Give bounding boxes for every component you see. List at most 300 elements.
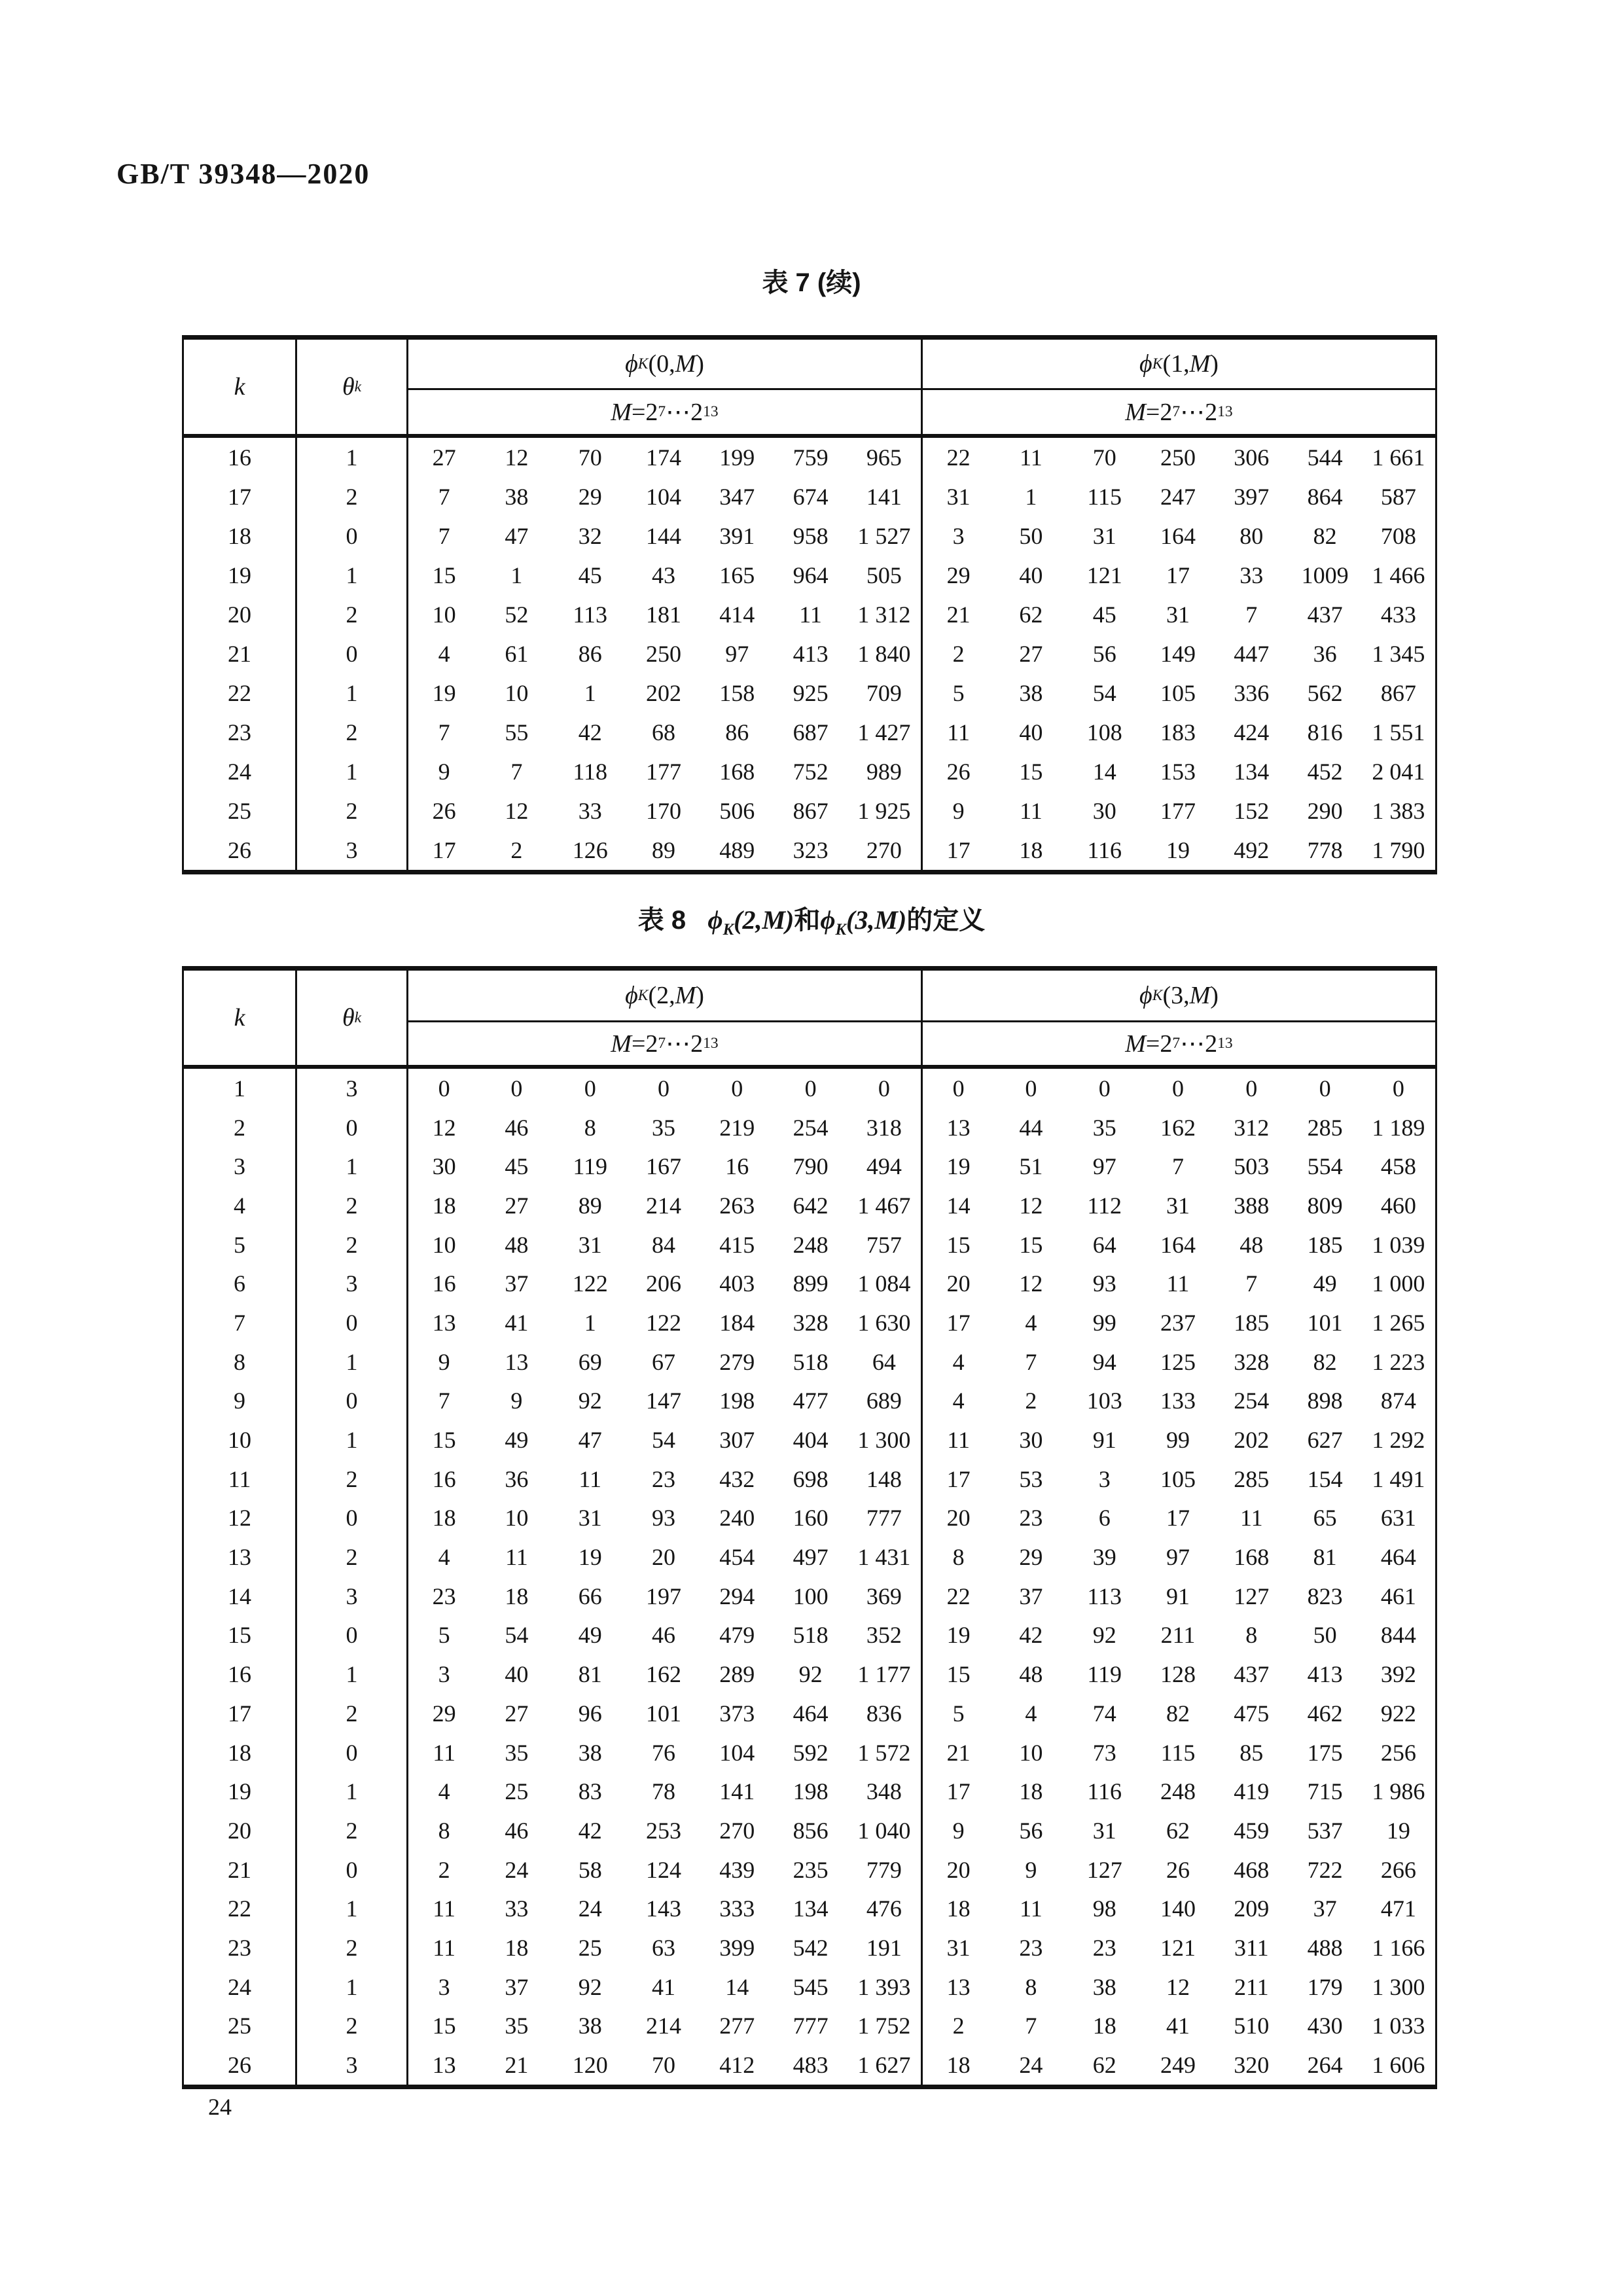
table-cell: 36 <box>1313 641 1337 667</box>
table-cell: 149 <box>1160 641 1196 667</box>
table-cell: 21 <box>228 1856 251 1883</box>
table-cell: 0 <box>295 1733 406 1772</box>
table-cell: 17 <box>921 1460 994 1499</box>
table-cell: 1009 <box>1301 562 1349 588</box>
table-cell: 12 <box>505 798 529 824</box>
table-cell: 17 <box>1166 1505 1190 1532</box>
table-cell: 17 <box>921 1772 994 1811</box>
table-cell: 154 <box>1307 1465 1343 1492</box>
table-cell: 118 <box>573 759 608 785</box>
table8-col-phi2-header: ϕ K (2, M ) <box>406 971 921 1022</box>
table-cell: 320 <box>1234 2052 1270 2079</box>
table-cell: 19 <box>406 673 480 713</box>
table-cell: 392 <box>1380 1661 1416 1688</box>
table-cell: 0 <box>510 1075 523 1102</box>
table-cell: 30 <box>406 1147 480 1186</box>
table-cell: 29 <box>406 1694 480 1733</box>
table-cell: 24 <box>505 1856 529 1883</box>
table-cell: 899 <box>793 1270 829 1297</box>
table-cell: 2 <box>510 837 523 863</box>
table-cell: 254 <box>793 1114 829 1141</box>
table-cell: 162 <box>1160 1114 1196 1141</box>
table-cell: 122 <box>645 1309 681 1336</box>
table-cell: 809 <box>1307 1192 1343 1219</box>
table-cell: 141 <box>866 484 902 510</box>
table-cell: 12 <box>1166 1973 1190 2000</box>
table-cell: 587 <box>1380 484 1416 510</box>
table-cell: 214 <box>645 2013 681 2039</box>
table-cell: 31 <box>1166 601 1190 628</box>
table-cell: 37 <box>1019 1583 1043 1609</box>
table-cell: 11 <box>799 601 822 628</box>
table-cell: 439 <box>719 1856 755 1883</box>
table-cell: 17 <box>921 1303 994 1342</box>
table-cell: 104 <box>719 1739 755 1766</box>
table-cell: 7 <box>1245 601 1258 628</box>
table-cell: 29 <box>1019 1544 1043 1571</box>
table-cell: 50 <box>1019 523 1043 549</box>
table-cell: 23 <box>228 1934 251 1961</box>
table-cell: 0 <box>1392 1075 1404 1102</box>
table-cell: 18 <box>921 2045 994 2085</box>
table-cell: 92 <box>578 1973 602 2000</box>
table-cell: 18 <box>406 1499 480 1538</box>
table-cell: 415 <box>719 1231 755 1258</box>
table-cell: 1 084 <box>857 1270 911 1297</box>
table-cell: 503 <box>1234 1153 1270 1180</box>
table-cell: 19 <box>228 1778 251 1805</box>
table-cell: 318 <box>866 1114 902 1141</box>
table-cell: 537 <box>1307 1817 1343 1844</box>
table-cell: 237 <box>1160 1309 1196 1336</box>
table-cell: 11 <box>921 1420 994 1460</box>
table-cell: 0 <box>584 1075 596 1102</box>
table-cell: 476 <box>866 1895 902 1922</box>
table-cell: 175 <box>1307 1739 1343 1766</box>
table-cell: 0 <box>1319 1075 1331 1102</box>
table-cell: 10 <box>406 595 480 634</box>
table-cell: 0 <box>1025 1075 1037 1102</box>
document-number: GB/T 39348—2020 <box>116 158 370 190</box>
table-cell: 23 <box>406 1577 480 1616</box>
table-cell: 437 <box>1307 601 1343 628</box>
table-cell: 1 312 <box>857 601 911 628</box>
table-cell: 1 393 <box>857 1973 911 2000</box>
table-cell: 20 <box>651 1544 675 1571</box>
table-cell: 1 630 <box>857 1309 911 1336</box>
table-cell: 14 <box>921 1186 994 1225</box>
table-cell: 125 <box>1160 1348 1196 1375</box>
table-cell: 964 <box>793 562 829 588</box>
table-cell: 167 <box>645 1153 681 1180</box>
table-cell: 0 <box>731 1075 743 1102</box>
table-cell: 544 <box>1307 444 1343 471</box>
table-cell: 424 <box>1234 719 1270 745</box>
table-cell: 505 <box>866 562 902 588</box>
table-cell: 1 <box>295 1420 406 1460</box>
table7-col-theta-header: θ k <box>295 340 406 438</box>
table-cell: 31 <box>578 1231 602 1258</box>
table-cell: 253 <box>645 1817 681 1844</box>
table-cell: 1 000 <box>1372 1270 1425 1297</box>
table-cell: 13 <box>505 1348 529 1375</box>
table7-title <box>0 262 1623 299</box>
table-cell: 352 <box>866 1622 902 1649</box>
table-cell: 856 <box>793 1817 829 1844</box>
table-cell: 54 <box>1092 680 1116 706</box>
table-cell: 779 <box>866 1856 902 1883</box>
table-cell: 4 <box>1025 1309 1037 1336</box>
table-cell: 15 <box>1019 759 1043 785</box>
table-cell: 1 <box>295 673 406 713</box>
table-cell: 27 <box>505 1192 529 1219</box>
table-cell: 32 <box>578 523 602 549</box>
table-cell: 545 <box>793 1973 829 2000</box>
table-cell: 92 <box>798 1661 823 1688</box>
table-cell: 48 <box>1240 1231 1264 1258</box>
table-cell: 627 <box>1307 1427 1343 1454</box>
table-cell: 22 <box>921 1577 994 1616</box>
table-cell: 43 <box>651 562 675 588</box>
table-cell: 23 <box>1019 1505 1043 1532</box>
table-cell: 20 <box>921 1499 994 1538</box>
table-cell: 62 <box>1092 2052 1116 2079</box>
table-cell: 925 <box>793 680 829 706</box>
table-cell: 113 <box>573 601 608 628</box>
table-cell: 153 <box>1160 759 1196 785</box>
table-cell: 85 <box>1240 1739 1264 1766</box>
table-cell: 21 <box>228 641 251 667</box>
table-cell: 158 <box>719 680 755 706</box>
table-cell: 206 <box>645 1270 681 1297</box>
table-cell: 181 <box>645 601 681 628</box>
table-cell: 715 <box>1307 1778 1343 1805</box>
table-cell: 1 431 <box>857 1544 911 1571</box>
table-cell: 3 <box>295 1069 406 1108</box>
table-cell: 198 <box>793 1778 829 1805</box>
table-cell: 37 <box>505 1270 529 1297</box>
table-cell: 3 <box>921 516 994 556</box>
table-cell: 2 <box>295 713 406 752</box>
table-cell: 12 <box>505 444 529 471</box>
table-cell: 458 <box>1380 1153 1416 1180</box>
table-cell: 26 <box>921 752 994 791</box>
table-cell: 147 <box>645 1388 681 1414</box>
table-cell: 81 <box>1313 1544 1337 1571</box>
table-cell: 430 <box>1307 2013 1343 2039</box>
table-cell: 177 <box>645 759 681 785</box>
table-cell: 0 <box>878 1075 890 1102</box>
table-cell: 11 <box>505 1544 528 1571</box>
table-cell: 1 <box>584 1309 596 1336</box>
table-cell: 66 <box>578 1583 602 1609</box>
table-cell: 11 <box>406 1889 480 1928</box>
table-cell: 124 <box>645 1856 681 1883</box>
table-cell: 52 <box>505 601 529 628</box>
table-cell: 121 <box>1086 562 1122 588</box>
table-cell: 447 <box>1234 641 1270 667</box>
table-cell: 199 <box>719 444 755 471</box>
table-cell: 3 <box>406 1967 480 2007</box>
table-cell: 15 <box>228 1622 251 1649</box>
table-cell: 294 <box>719 1583 755 1609</box>
table-cell: 82 <box>1166 1700 1190 1727</box>
table-cell: 82 <box>1313 1348 1337 1375</box>
table-cell: 18 <box>505 1934 529 1961</box>
table-cell: 4 <box>921 1342 994 1382</box>
table-cell: 1 <box>295 438 406 477</box>
table-cell: 26 <box>228 837 251 863</box>
table-cell: 7 <box>406 713 480 752</box>
table-cell: 38 <box>578 1739 602 1766</box>
table-cell: 254 <box>1234 1388 1270 1414</box>
table-cell: 46 <box>505 1817 529 1844</box>
table-cell: 17 <box>921 831 994 870</box>
table-cell: 46 <box>505 1114 529 1141</box>
table-cell: 93 <box>1092 1270 1116 1297</box>
table-cell: 128 <box>1160 1661 1196 1688</box>
table-cell: 8 <box>921 1537 994 1577</box>
table-cell: 22 <box>228 1895 251 1922</box>
table-cell: 119 <box>1087 1661 1122 1688</box>
table-cell: 19 <box>1386 1817 1410 1844</box>
table-cell: 27 <box>1019 641 1043 667</box>
table-cell: 497 <box>793 1544 829 1571</box>
table-cell: 214 <box>645 1192 681 1219</box>
table-cell: 9 <box>406 1342 480 1382</box>
table-cell: 2 <box>295 1811 406 1850</box>
table-cell: 1 040 <box>857 1817 911 1844</box>
table-cell: 38 <box>1092 1973 1116 2000</box>
table-cell: 104 <box>645 484 681 510</box>
table-cell: 11 <box>1020 444 1043 471</box>
table-cell: 33 <box>1240 562 1264 588</box>
table-cell: 68 <box>651 719 675 745</box>
table-cell: 307 <box>719 1427 755 1454</box>
table7-title-text: 表 7 (续) <box>762 268 861 297</box>
table-cell: 1 177 <box>857 1661 911 1688</box>
table-cell: 306 <box>1234 444 1270 471</box>
table-cell: 54 <box>505 1622 529 1649</box>
table-cell: 1 627 <box>857 2052 911 2079</box>
table-cell: 22 <box>228 680 251 706</box>
table-cell: 24 <box>228 1973 251 2000</box>
table-cell: 8 <box>1245 1622 1258 1649</box>
table-cell: 1 345 <box>1372 641 1425 667</box>
table8-title-phi3: $\phi_K(3,M)$ <box>820 905 907 939</box>
table-cell: 101 <box>1307 1309 1343 1336</box>
table-cell: 162 <box>645 1661 681 1688</box>
table-cell: 25 <box>578 1934 602 1961</box>
table-cell: 437 <box>1234 1661 1270 1688</box>
table-cell: 10 <box>228 1427 251 1454</box>
table-cell: 759 <box>793 444 829 471</box>
table-cell: 49 <box>505 1427 529 1454</box>
table-cell: 29 <box>578 484 602 510</box>
table-cell: 65 <box>1313 1505 1337 1532</box>
table-cell: 0 <box>295 1499 406 1538</box>
table-cell: 240 <box>719 1505 755 1532</box>
table-cell: 51 <box>1019 1153 1043 1180</box>
table8-phi2-m-range: M = 2 7 ⋯ 2 13 <box>406 1022 921 1069</box>
table-cell: 35 <box>1092 1114 1116 1141</box>
table-cell: 397 <box>1234 484 1270 510</box>
table-cell: 144 <box>645 523 681 549</box>
table-cell: 25 <box>505 1778 529 1805</box>
table-cell: 413 <box>793 641 829 667</box>
table-cell: 1 <box>234 1075 245 1102</box>
table-cell: 31 <box>921 477 994 516</box>
table-cell: 16 <box>228 1661 251 1688</box>
table-cell: 13 <box>406 2045 480 2085</box>
table-cell: 16 <box>725 1153 749 1180</box>
table-cell: 2 <box>921 2007 994 2046</box>
table-cell: 1 <box>295 1147 406 1186</box>
table-cell: 1 925 <box>857 798 911 824</box>
table-cell: 26 <box>406 791 480 831</box>
table-cell: 290 <box>1307 798 1343 824</box>
table-cell: 0 <box>921 1069 994 1108</box>
table-cell: 84 <box>651 1231 675 1258</box>
table-cell: 778 <box>1307 837 1343 863</box>
table-cell: 1 <box>295 752 406 791</box>
table-cell: 7 <box>406 1382 480 1421</box>
table-cell: 1 <box>295 1342 406 1382</box>
table-cell: 413 <box>1307 1661 1343 1688</box>
table-cell: 74 <box>1092 1700 1116 1727</box>
table7-phi1-m-range: M = 2 7 ⋯ 2 13 <box>921 390 1435 438</box>
table-cell: 134 <box>1234 759 1270 785</box>
table-cell: 3 <box>295 1577 406 1616</box>
table-cell: 21 <box>505 2052 529 2079</box>
table-cell: 399 <box>719 1934 755 1961</box>
table-cell: 823 <box>1307 1583 1343 1609</box>
table-cell: 113 <box>1087 1583 1122 1609</box>
table-cell: 1 265 <box>1372 1309 1425 1336</box>
table-cell: 922 <box>1380 1700 1416 1727</box>
table-cell: 0 <box>295 1303 406 1342</box>
table-cell: 9 <box>406 752 480 791</box>
table-cell: 11 <box>1020 798 1043 824</box>
table-cell: 285 <box>1307 1114 1343 1141</box>
table-cell: 116 <box>1087 1778 1122 1805</box>
table-cell: 78 <box>651 1778 675 1805</box>
table-cell: 198 <box>719 1388 755 1414</box>
table-cell: 554 <box>1307 1153 1343 1180</box>
table-cell: 179 <box>1307 1973 1343 2000</box>
table8-title <box>0 899 1623 939</box>
table-cell: 140 <box>1160 1895 1196 1922</box>
table-cell: 13 <box>921 1967 994 2007</box>
table-cell: 31 <box>1166 1192 1190 1219</box>
table-cell: 4 <box>406 1772 480 1811</box>
table-cell: 0 <box>804 1075 817 1102</box>
table-cell: 101 <box>645 1700 681 1727</box>
table-cell: 419 <box>1234 1778 1270 1805</box>
table-cell: 18 <box>228 1739 251 1766</box>
table-cell: 506 <box>719 798 755 824</box>
table-cell: 9 <box>234 1388 245 1414</box>
table-cell: 24 <box>578 1895 602 1922</box>
table-cell: 21 <box>921 595 994 634</box>
table-cell: 120 <box>572 2052 608 2079</box>
table-cell: 1 427 <box>857 719 911 745</box>
table-cell: 45 <box>1092 601 1116 628</box>
table-cell: 0 <box>657 1075 669 1102</box>
table-cell: 31 <box>578 1505 602 1532</box>
table-cell: 127 <box>1234 1583 1270 1609</box>
table-cell: 2 <box>295 1186 406 1225</box>
table-cell: 148 <box>866 1465 902 1492</box>
table-cell: 459 <box>1234 1817 1270 1844</box>
table-cell: 2 <box>406 1850 480 1890</box>
table-cell: 270 <box>719 1817 755 1844</box>
table-cell: 35 <box>505 2013 529 2039</box>
table-cell: 45 <box>505 1153 529 1180</box>
table-cell: 4 <box>406 634 480 673</box>
table-cell: 20 <box>228 601 251 628</box>
table-cell: 836 <box>866 1700 902 1727</box>
table-cell: 492 <box>1234 837 1270 863</box>
table-cell: 7 <box>1025 1348 1037 1375</box>
table-cell: 37 <box>505 1973 529 2000</box>
table-cell: 8 <box>406 1811 480 1850</box>
table-cell: 454 <box>719 1544 755 1571</box>
table-cell: 41 <box>651 1973 675 2000</box>
table-cell: 10 <box>1019 1739 1043 1766</box>
table-cell: 510 <box>1234 2013 1270 2039</box>
table-cell: 7 <box>1245 1270 1258 1297</box>
table-cell: 2 041 <box>1372 759 1425 785</box>
table-cell: 11 <box>579 1465 602 1492</box>
table-cell: 82 <box>1313 523 1337 549</box>
table-cell: 44 <box>1019 1114 1043 1141</box>
table-cell: 1 <box>295 556 406 595</box>
table-cell: 1 039 <box>1372 1231 1425 1258</box>
table-cell: 477 <box>793 1388 829 1414</box>
table-cell: 698 <box>793 1465 829 1492</box>
table-cell: 122 <box>572 1270 608 1297</box>
table-cell: 1 <box>584 680 596 706</box>
table-cell: 1 <box>510 562 523 588</box>
table-cell: 23 <box>1092 1934 1116 1961</box>
table-cell: 11 <box>1166 1270 1190 1297</box>
table8-title-and: 和 <box>794 906 821 935</box>
table-cell: 2 <box>234 1114 245 1141</box>
table-cell: 277 <box>719 2013 755 2039</box>
table-cell: 518 <box>793 1348 829 1375</box>
table-cell: 17 <box>1166 562 1190 588</box>
table-cell: 98 <box>1092 1895 1116 1922</box>
table-cell: 1 166 <box>1372 1934 1425 1961</box>
table-cell: 328 <box>1234 1348 1270 1375</box>
table-cell: 462 <box>1307 1700 1343 1727</box>
table-cell: 177 <box>1160 798 1196 824</box>
table-cell: 33 <box>578 798 602 824</box>
table-cell: 93 <box>651 1505 675 1532</box>
table-cell: 757 <box>866 1231 902 1258</box>
table-cell: 844 <box>1380 1622 1416 1649</box>
table-cell: 15 <box>921 1225 994 1265</box>
table-cell: 49 <box>1313 1270 1337 1297</box>
table-cell: 183 <box>1160 719 1196 745</box>
table-cell: 5 <box>921 673 994 713</box>
table-cell: 264 <box>1307 2052 1343 2079</box>
table7-col-phi1-header: ϕ K (1, M ) <box>921 340 1435 390</box>
table-cell: 54 <box>651 1427 675 1454</box>
table-cell: 0 <box>1098 1075 1111 1102</box>
table-cell: 24 <box>228 759 251 785</box>
